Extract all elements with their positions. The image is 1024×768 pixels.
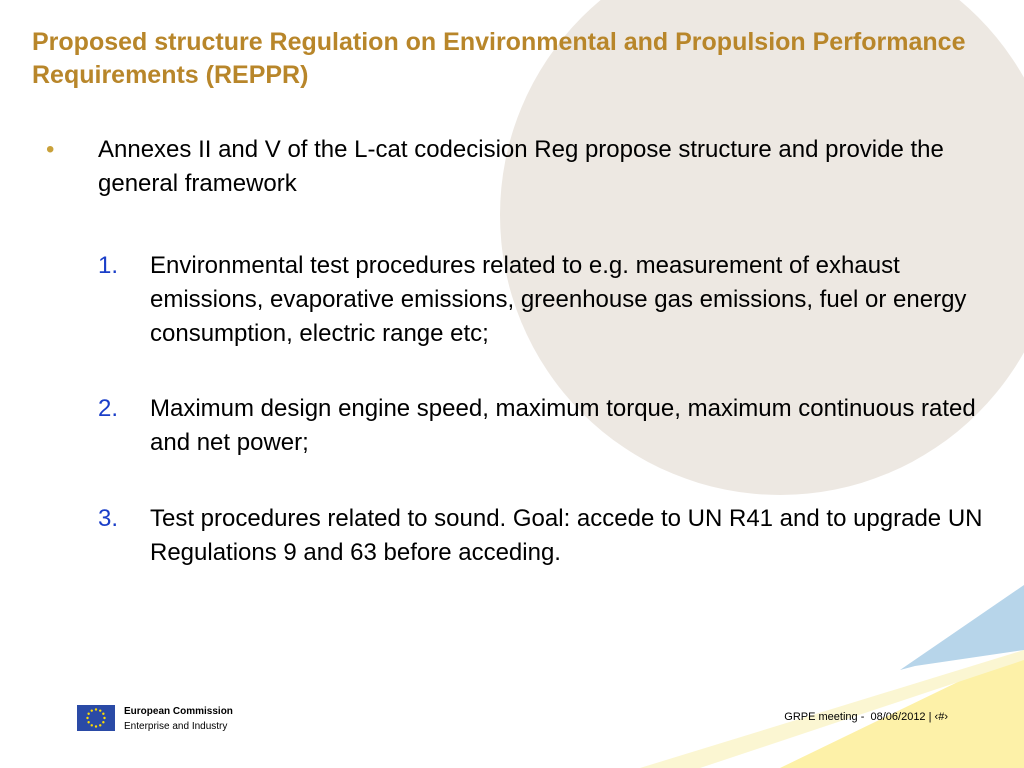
footer-meeting-info [784,710,948,724]
bullet-marker: • [46,136,55,163]
item-text: Maximum design engine speed, maximum torque, maximum continuous rated and net power; [150,395,976,456]
meeting-date: 08/06/2012 [870,711,926,723]
page-number: ‹#› [934,711,948,723]
main-bullet-text: Annexes II and V of the L-cat codecision Reg propose structure and provide the general framework [98,136,944,197]
item-text: Environmental test procedures related to e.g. measurement of exhaust emissions, evaporative emissions, greenhouse gas emissions, fuel or energy consumption, electric range etc; [150,252,967,347]
page-separator: | [925,711,935,723]
eu-flag-icon [77,705,115,731]
slide-title: Proposed structure Regulation on Environmental and Propulsion Performance Requirements (REPPR) [32,28,966,89]
footer-organization [77,705,233,733]
meeting-name: GRPE meeting [784,711,858,723]
item-number: 3. [98,505,119,532]
meeting-separator: - [857,711,871,723]
organization-name: European Commission [124,706,233,717]
organization-block [124,706,233,733]
item-number: 2. [98,395,119,422]
item-text: Test procedures related to sound. Goal: accede to UN R41 and to upgrade UN Regulations 9 and 63 before acceding. [150,505,983,566]
department-name: Enterprise and Industry [124,721,228,732]
item-number: 1. [98,252,119,279]
